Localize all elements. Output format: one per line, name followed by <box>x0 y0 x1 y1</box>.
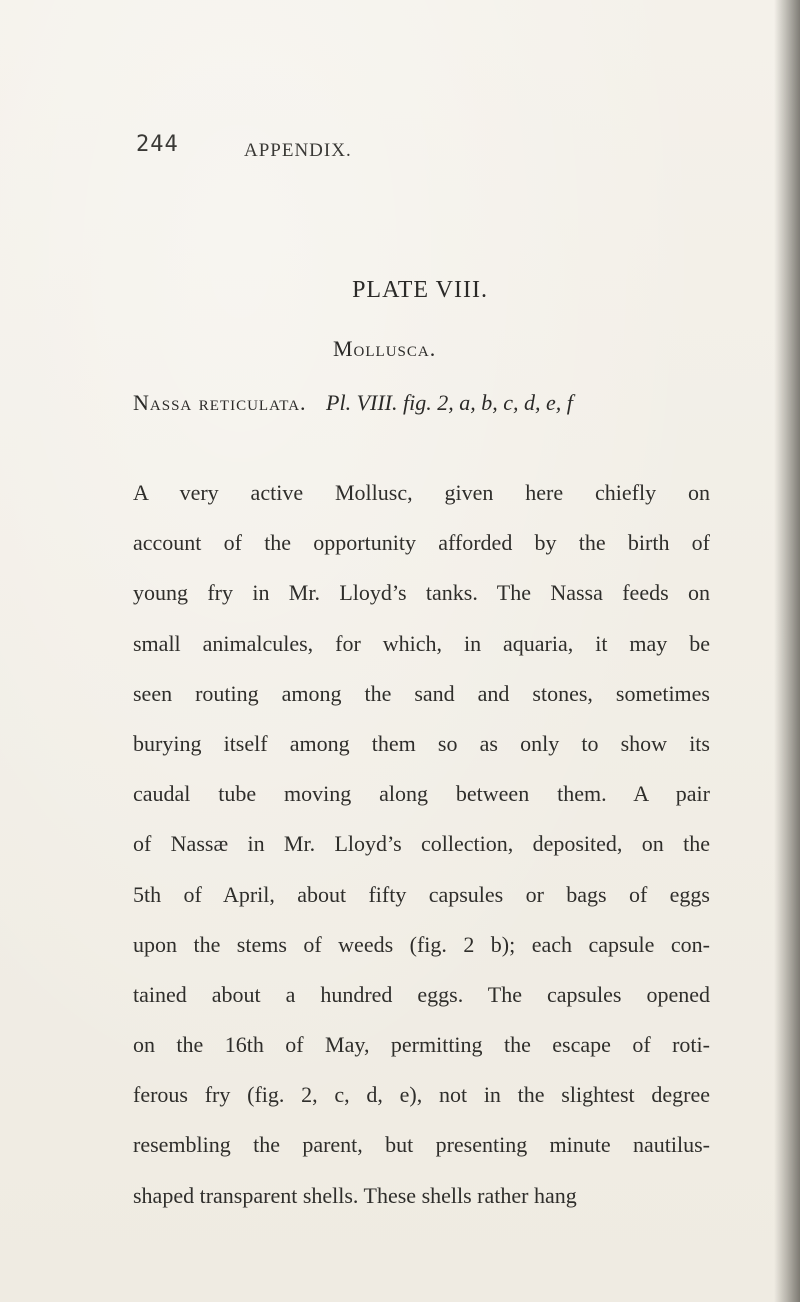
species-heading <box>133 390 573 416</box>
text-line: caudal tube moving along between them. A pair <box>133 781 710 807</box>
species-name: Nassa reticulata. <box>133 390 307 415</box>
text-line: upon the stems of weeds (fig. 2 b); each capsule con- <box>133 931 710 957</box>
text-line: seen routing among the sand and stones, sometimes <box>133 680 710 706</box>
text-line: shaped transparent shells. These shells rather hang <box>133 1182 577 1208</box>
text-line: small animalcules, for which, in aquaria, it may be <box>133 630 710 656</box>
species-plate-reference: Pl. VIII. fig. 2, a, b, c, d, e, f <box>326 390 573 415</box>
text-line: tained about a hundred eggs. The capsules opened <box>133 981 710 1007</box>
plate-title-text: PLATE VIII. <box>352 277 488 303</box>
page-number: 244 <box>136 132 179 157</box>
text-line: young fry in Mr. Lloyd’s tanks. The Nassa feeds on <box>133 580 710 606</box>
text-line: ferous fry (fig. 2, c, d, e), not in the slightest degree <box>133 1082 710 1108</box>
plate-title <box>0 277 800 304</box>
text-line: burying itself among them so as only to show its <box>133 730 710 756</box>
text-line: resembling the parent, but presenting minute nautilus- <box>133 1132 710 1158</box>
section-title: Mollusca. <box>333 336 437 361</box>
text-line: on the 16th of May, permitting the escape of roti- <box>133 1032 710 1058</box>
text-line: 5th of April, about fifty capsules or bags of eggs <box>133 881 710 907</box>
text-line: of Nassæ in Mr. Lloyd’s collection, deposited, on the <box>133 831 710 857</box>
running-head: APPENDIX. <box>244 140 352 161</box>
page-edge-shadow <box>774 0 800 1302</box>
text-line: A very active Mollusc, given here chiefly on <box>133 480 710 505</box>
text-line: account of the opportunity afforded by the birth of <box>133 530 710 556</box>
body-paragraph <box>133 468 710 1221</box>
